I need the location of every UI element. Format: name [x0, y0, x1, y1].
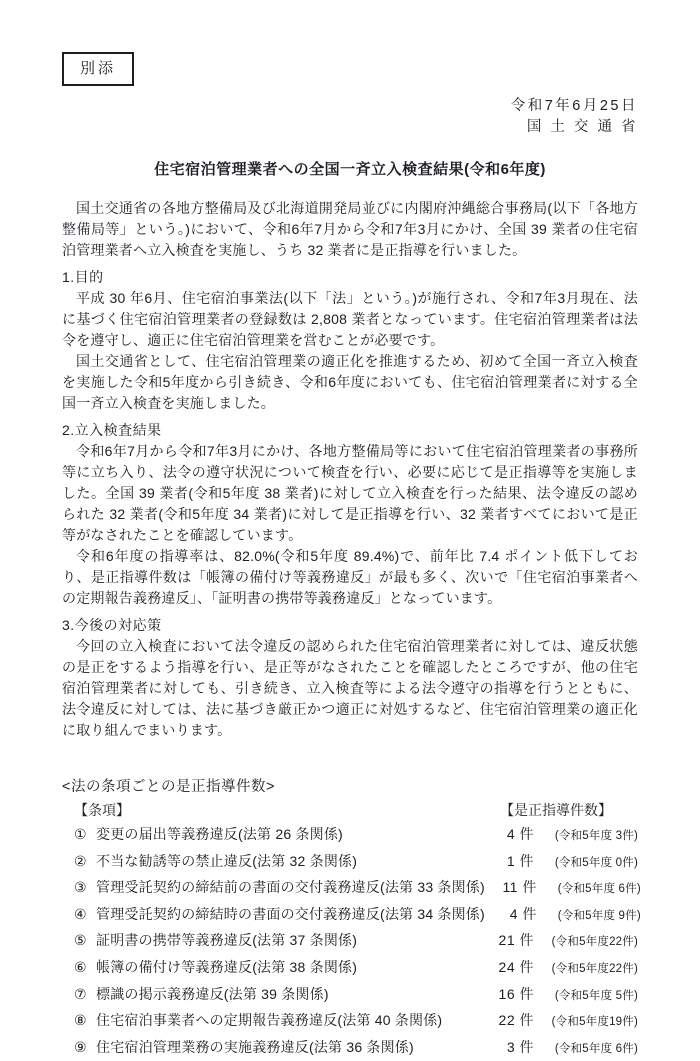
- row-number: ①: [74, 826, 87, 842]
- table-row: [62, 875, 641, 902]
- previous-year-count: (令和5年度 6件): [554, 1042, 638, 1055]
- violation-label: 管理受託契約の締結前の書面の交付義務違反(法第 33 条関係): [96, 879, 485, 896]
- table-row: [62, 955, 638, 982]
- table-row: [62, 928, 638, 955]
- section-paragraph: 平成 30 年6月、住宅宿泊事業法(以下「法」という。)が施行され、令和7年3月現在、法に基づく住宅宿泊管理業者の登録数は 2,808 業者となっています。住宅宿泊管理業者は法令を遵守し、適正に住宅宿泊管理業を営むことが必要です。: [62, 290, 638, 348]
- document-title: 住宅宿泊管理業者への全国一斉立入検査結果(令和6年度): [154, 161, 546, 178]
- violation-label: 変更の届出等義務違反(法第 26 条関係): [96, 826, 343, 842]
- previous-year-count: (令和5年度 0件): [554, 856, 638, 869]
- section-heading-future-measures: 3.今後の対応策: [62, 617, 162, 633]
- correction-guidance-list: [62, 822, 641, 1061]
- section-purpose: [62, 267, 638, 414]
- violation-label: 管理受託契約の締結時の書面の交付義務違反(法第 34 条関係): [96, 905, 485, 922]
- column-header-provision: 【条項】: [74, 802, 130, 818]
- violation-count: 3 件: [506, 1038, 534, 1055]
- table-row: [62, 822, 638, 849]
- previous-year-count: (令和5年度22件): [551, 936, 638, 949]
- column-header-count: 【是正指導件数】: [500, 802, 612, 818]
- previous-year-count: (令和5年度 3件): [554, 830, 638, 842]
- violation-count: 16 件: [498, 985, 534, 1002]
- section-inspection-results: [62, 420, 638, 609]
- violation-label: 帳簿の備付け等義務違反(法第 38 条関係): [96, 958, 358, 975]
- violation-count: 1 件: [506, 852, 534, 869]
- row-number: ④: [74, 905, 87, 922]
- section-paragraph: 令和6年度の指導率は、82.0%(令和5年度 89.4%)で、前年比 7.4 ポイント低下しており、是正指導件数は「帳簿の備付け等義務違反」が最も多く、次いで「住宅宿泊事業者への定期報告義務違反」、「証明書の携帯等義務違反」となっています。: [62, 548, 638, 606]
- row-number: ⑧: [74, 1012, 87, 1029]
- row-number: ③: [74, 879, 87, 896]
- section-heading-inspection-results: 2.立入検査結果: [62, 422, 162, 438]
- breakdown-title: <法の条項ごとの是正指導件数>: [62, 779, 275, 795]
- table-row: [62, 982, 638, 1009]
- table-row: [62, 849, 638, 876]
- intro-paragraph: 国土交通省の各地方整備局及び北海道開発局並びに内閣府沖縄総合事務局(以下「各地方整備局等」という。)において、令和6年7月から令和7年3月にかけ、全国 39 業者の住宅宿泊管理業者へ立入検査を実施し、うち 32 業者に是正指導を行いました。: [62, 200, 638, 258]
- violation-count: 22 件: [498, 1012, 534, 1029]
- violation-label: 証明書の携帯等義務違反(法第 37 条関係): [96, 932, 358, 949]
- row-number: ②: [74, 852, 87, 869]
- previous-year-count: (令和5年度 5件): [554, 989, 638, 1002]
- violation-count: 11 件: [502, 879, 537, 896]
- section-future-measures: [62, 615, 638, 741]
- document-date: 令和7年6月25日: [510, 98, 638, 114]
- table-row: [62, 1008, 638, 1035]
- previous-year-count: (令和5年度19件): [551, 1016, 638, 1029]
- row-number: ⑤: [74, 932, 87, 949]
- previous-year-count: (令和5年度 9件): [557, 909, 641, 922]
- violation-label: 不当な勧誘等の禁止違反(法第 32 条関係): [96, 852, 358, 869]
- correction-guidance-breakdown: [62, 776, 641, 1061]
- violation-label: 住宅宿泊事業者への定期報告義務違反(法第 40 条関係): [96, 1012, 443, 1029]
- section-paragraph: 今回の立入検査において法令違反の認められた住宅宿泊管理業者に対しては、違反状態の是正をするよう指導を行い、是正等がなされたことを確認したところですが、他の住宅宿泊管理業者に対しても、引き続き、立入検査等による法令遵守の指導を行うとともに、法令違反に対しては、法に基づき厳正かつ適正に対処するなど、住宅宿泊管理業の適正化に取り組んでまいります。: [62, 638, 638, 738]
- violation-count: 21 件: [498, 932, 534, 949]
- attachment-label-box: [62, 52, 134, 86]
- previous-year-count: (令和5年度22件): [551, 962, 638, 975]
- attachment-label: 別添: [80, 60, 117, 77]
- violation-label: 住宅宿泊管理業務の実施義務違反(法第 36 条関係): [96, 1038, 414, 1055]
- row-number: ⑥: [74, 958, 87, 975]
- violation-count: 4 件: [506, 826, 534, 842]
- table-row: [62, 902, 641, 929]
- issuing-organization: 国 土 交 通 省: [526, 119, 638, 135]
- previous-year-count: (令和5年度 6件): [557, 883, 641, 896]
- violation-count: 4 件: [509, 905, 537, 922]
- breakdown-column-headers: [62, 798, 638, 822]
- row-number: ⑦: [74, 985, 87, 1002]
- violation-label: 標識の掲示義務違反(法第 39 条関係): [96, 985, 329, 1002]
- row-number: ⑨: [74, 1038, 87, 1055]
- violation-count: 24 件: [498, 958, 534, 975]
- section-heading-purpose: 1.目的: [62, 269, 104, 285]
- table-row: [62, 1035, 638, 1061]
- document-header: [62, 96, 638, 137]
- section-paragraph: 国土交通省として、住宅宿泊管理業の適正化を推進するため、初めて全国一斉立入検査を実施した令和5年度から引き続き、令和6年度においても、住宅宿泊管理業者に対する全国一斉立入検査を実施しました。: [62, 353, 638, 411]
- section-paragraph: 令和6年7月から令和7年3月にかけ、各地方整備局等において住宅宿泊管理業者の事務所等に立ち入り、法令の遵守状況について検査を行い、必要に応じて是正指導等を実施しました。全国 39 業者(令和5年度 38 業者)に対して立入検査を行った結果、法令違反の認められた 32 業者(令和5年度 34 業者)に対して是正指導を行い、32 業者すべてにおいて是正等がなされたことを確認しています。: [62, 443, 638, 543]
